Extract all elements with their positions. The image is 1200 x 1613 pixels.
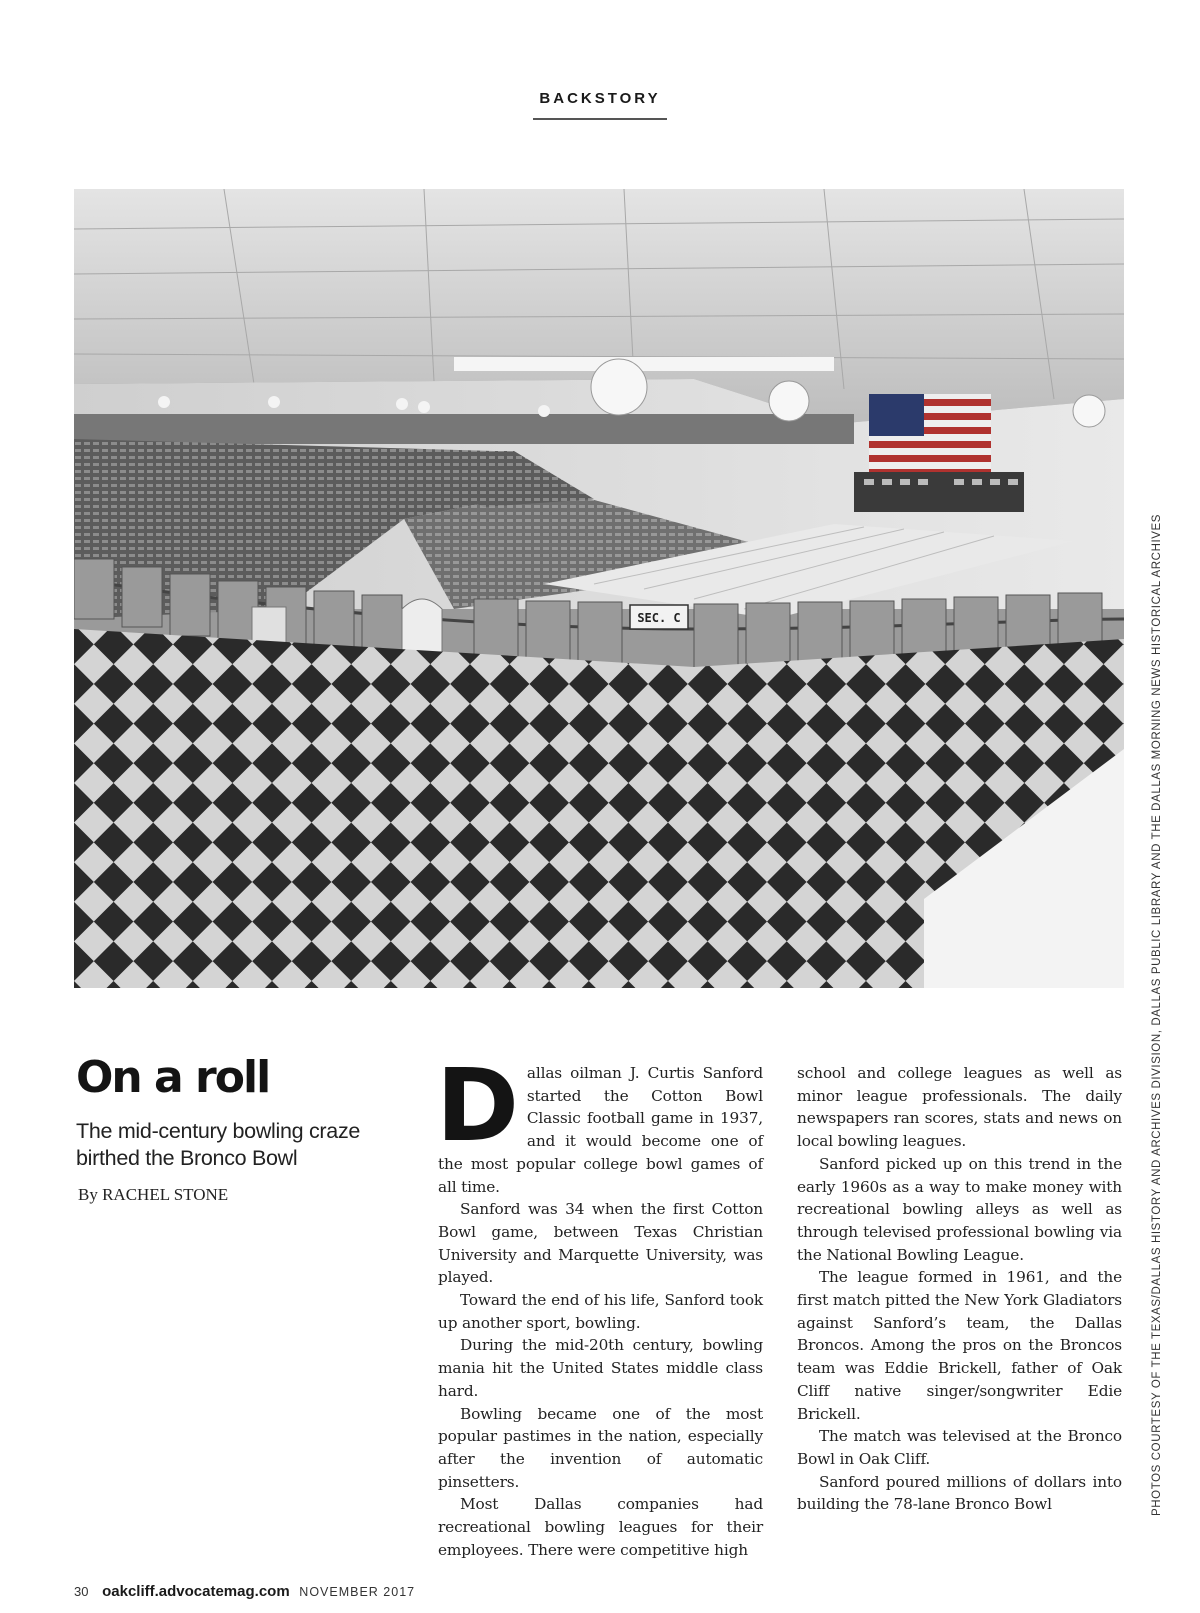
page-footer: [74, 1583, 415, 1600]
paragraph: Bowling became one of the most popular pastimes in the nation, especially after the invention of automatic pinsetters.: [438, 1404, 763, 1491]
headline: On a roll: [76, 1052, 270, 1103]
paragraph: Toward the end of his life, Sanford took up another sport, bowling.: [438, 1291, 763, 1332]
photo-credit: PHOTOS COURTESY OF THE TEXAS/DALLAS HISTORY AND ARCHIVES DIVISION, DALLAS PUBLIC LIBRARY AND THE DALLAS MORNING NEWS HISTORICAL ARCHIVES: [1151, 513, 1163, 1516]
paragraph-text: allas oilman J. Curtis Sanford started the Cotton Bowl Classic football game in 1937, and it would become one of the most popular college bowl games of all time.: [438, 1064, 763, 1196]
paragraph: The match was televised at the Bronco Bowl in Oak Cliff.: [797, 1427, 1122, 1468]
paragraph: school and college leagues as well as minor league professionals. The daily newspapers ran scores, stats and news on local bowling leagues.: [797, 1064, 1122, 1151]
section-label: BACKSTORY: [539, 90, 661, 107]
drop-cap: D: [436, 1047, 519, 1164]
issue-date: NOVEMBER 2017: [299, 1585, 416, 1599]
paragraph: During the mid-20th century, bowling mania hit the United States middle class hard.: [438, 1336, 763, 1400]
paragraph: Most Dallas companies had recreational bowling leagues for their employees. There were competitive high: [438, 1495, 763, 1559]
paragraph: [436, 1047, 763, 1198]
site-url: oakcliff.advocatemag.com: [102, 1583, 290, 1600]
sec-c-sign: SEC. C: [637, 611, 681, 625]
page-number: 30: [74, 1584, 89, 1599]
paragraph: The league formed in 1961, and the first match pitted the New York Gladiators against Sanford’s team, the Dallas Broncos. Among the pros on the Broncos team was Eddie Brickell, father of Oak Cliff native singer/songwriter Edie Brickell.: [797, 1268, 1122, 1423]
article-column-1: [436, 1047, 763, 1561]
bowling-arena-photo: [74, 189, 1124, 988]
section-label-underline: [533, 118, 667, 120]
article-column-2: [797, 1062, 1122, 1516]
paragraph: Sanford poured millions of dollars into building the 78-lane Bronco Bowl: [797, 1472, 1122, 1514]
paragraph: Sanford was 34 when the first Cotton Bowl game, between Texas Christian University and Marquette University, was played.: [438, 1200, 763, 1287]
dek: The mid-century bowling craze birthed the Bronco Bowl: [76, 1119, 361, 1170]
byline: By RACHEL STONE: [78, 1185, 229, 1204]
paragraph: Sanford picked up on this trend in the early 1960s as a way to make money with recreational bowling alleys as well as through televised professional bowling via the National Bowling League.: [797, 1154, 1122, 1264]
